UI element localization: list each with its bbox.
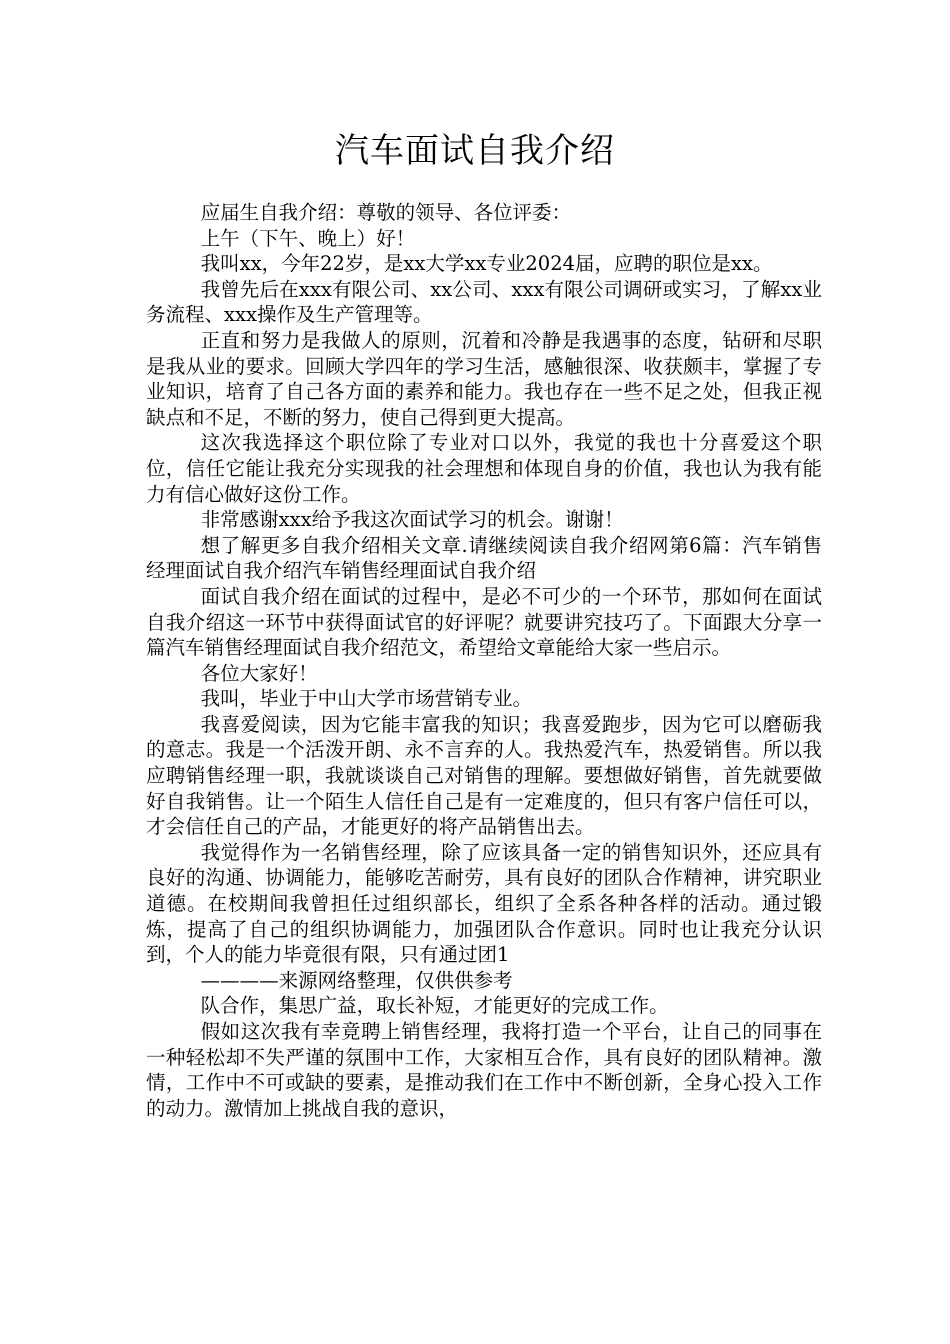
paragraph: 我觉得作为一名销售经理，除了应该具备一定的销售知识外，还应具有良好的沟通、协调能力，能够吃苦耐劳，具有良好的团队合作精神，讲究职业道德。在校期间我曾担任过组织部长，组织了全系各种各样的活动。通过锻炼，提高了自己的组织协调能力，加强团队合作意识。同时也让我充分认识到，个人的能力毕竟很有限，只有通过团1 bbox=[146, 840, 822, 967]
paragraph: 应届生自我介绍：尊敬的领导、各位评委： bbox=[200, 201, 572, 224]
document-title: 汽车面试自我介绍 bbox=[335, 131, 615, 171]
paragraph: 这次我选择这个职位除了专业对口以外，我觉的我也十分喜爱这个职位，信任它能让我充分实现我的社会理想和体现自身的价值，我也认为我有能力有信心做好这份工作。 bbox=[146, 431, 822, 506]
paragraph: 非常感谢xxx给予我这次面试学习的机会。谢谢！ bbox=[200, 508, 624, 532]
paragraph: 各位大家好！ bbox=[200, 661, 318, 685]
paragraph: 想了解更多自我介绍相关文章.请继续阅读自我介绍网第6篇：汽车销售经理面试自我介绍汽车销售经理面试自我介绍 bbox=[146, 533, 822, 583]
paragraph: 面试自我介绍在面试的过程中，是必不可少的一个环节，那如何在面试自我介绍这一环节中获得面试官的好评呢？就要讲究技巧了。下面跟大分享一篇汽车销售经理面试自我介绍范文，希望给文章能给大家一些启示。 bbox=[146, 584, 822, 660]
document-body bbox=[146, 200, 822, 1121]
source-footer-note: ————来源网络整理，仅供供参考 bbox=[200, 968, 513, 992]
paragraph: 队合作，集思广益，取长补短，才能更好的完成工作。 bbox=[200, 994, 669, 1018]
paragraph: 我曾先后在xxx有限公司、xx公司、xxx有限公司调研或实习，了解xx业务流程、xxx操作及生产管理等。 bbox=[146, 277, 822, 327]
paragraph: 上午（下午、晚上）好！ bbox=[200, 226, 416, 250]
paragraph: 我喜爱阅读，因为它能丰富我的知识；我喜爱跑步，因为它可以磨砺我的意志。我是一个活泼开朗、永不言弃的人。我热爱汽车，热爱销售。所以我应聘销售经理一职，我就谈谈自己对销售的理解。要想做好销售，首先就要做好自我销售。让一个陌生人信任自己是有一定难度的，但只有客户信任可以，才会信任自己的产品，才能更好的将产品销售出去。 bbox=[146, 712, 822, 839]
paragraph: 正直和努力是我做人的原则，沉着和冷静是我遇事的态度，钻研和尽职是我从业的要求。回顾大学四年的学习生活，感触很深、收获颇丰，掌握了专业知识，培育了自己各方面的素养和能力。我也存在一些不足之处，但我正视缺点和不足，不断的努力，使自己得到更大提高。 bbox=[146, 328, 822, 429]
paragraph: 假如这次我有幸竟聘上销售经理，我将打造一个平台，让自己的同事在一种轻松却不失严谨的氛围中工作，大家相互合作，具有良好的团队精神。激情，工作中不可或缺的要素，是推动我们在工作中不断创新，全身心投入工作的动力。激情加上挑战自我的意识， bbox=[146, 1020, 822, 1120]
paragraph: 我叫，毕业于中山大学市场营销专业。 bbox=[200, 687, 533, 711]
paragraph: 我叫xx，今年22岁，是xx大学xx专业2024届，应聘的职位是xx。 bbox=[200, 252, 773, 276]
